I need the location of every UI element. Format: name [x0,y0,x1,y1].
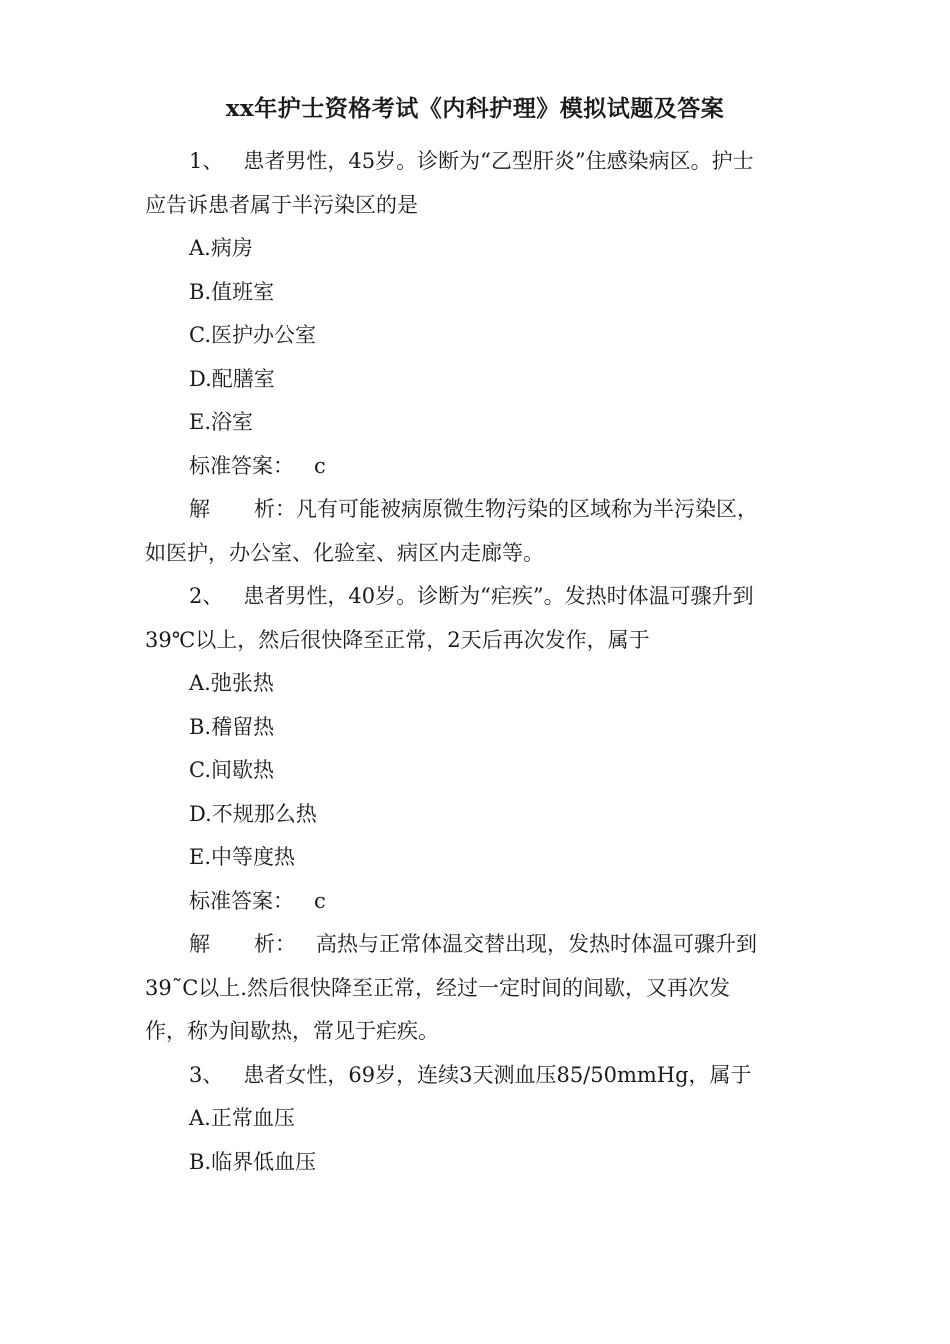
option-b: B.稽留热 [189,714,275,739]
analysis [145,926,810,970]
question-1-stem [145,143,810,187]
question-number: 2、 [189,584,224,608]
standard-answer [145,448,810,492]
analysis [145,491,810,535]
option-e: E.浴室 [189,410,254,434]
analysis-label-part1: 解 [189,497,210,521]
option-c: C.间歇热 [189,758,274,782]
option-b: B.临界低血压 [189,1149,317,1174]
analysis-label-part1: 解 [189,932,210,956]
analysis-cont: 如医护，办公室、化验室、病区内走廊等。 [145,540,544,565]
analysis-label-part2: 析： [254,932,296,956]
question-number: 3、 [189,1062,224,1087]
question-2-stem-cont: 39℃以上，然后很快降至正常，2天后再次发作，属于 [145,627,650,652]
analysis-text: 凡有可能被病原微生物污染的区域称为半污染区， [296,497,758,521]
question-text: 患者男性，40岁。诊断为“疟疾”。发热时体温可骤升到 [243,584,754,608]
option-c: C.医护办公室 [189,323,316,347]
question-text: 患者女性，69岁，连续3天测血压85/50mmHg，属于 [243,1062,752,1087]
question-number: 1、 [189,149,224,173]
option-e: E.中等度热 [189,845,296,869]
answer-value: c [314,888,326,913]
option-a: A.正常血压 [189,1106,295,1130]
option-b: B.值班室 [189,279,275,304]
document-body [145,143,810,1187]
answer-label: 标准答案： [189,453,294,478]
option-a: A.病房 [189,236,253,260]
option-d: D.不规那么热 [189,801,317,826]
analysis-label-part2: 析： [254,497,296,521]
question-1-stem-cont: 应告诉患者属于半污染区的是 [145,192,418,217]
analysis-cont: 39˜C以上.然后很快降至正常，经过一定时间的间歇，又再次发 [145,975,730,1000]
option-d: D.配膳室 [189,366,275,391]
question-2-stem [145,578,810,622]
answer-value: c [314,453,326,478]
answer-label: 标准答案： [189,888,294,913]
option-a: A.弛张热 [189,671,274,695]
document-title: xx年护士资格考试《内科护理》模拟试题及答案 [225,95,725,122]
question-3-stem [145,1057,810,1101]
analysis-text: 高热与正常体温交替出现，发热时体温可骤升到 [316,932,757,956]
analysis-cont: 作，称为间歇热，常见于疟疾。 [145,1019,439,1043]
standard-answer [145,883,810,927]
question-text: 患者男性，45岁。诊断为“乙型肝炎”住感染病区。护士 [243,149,754,173]
